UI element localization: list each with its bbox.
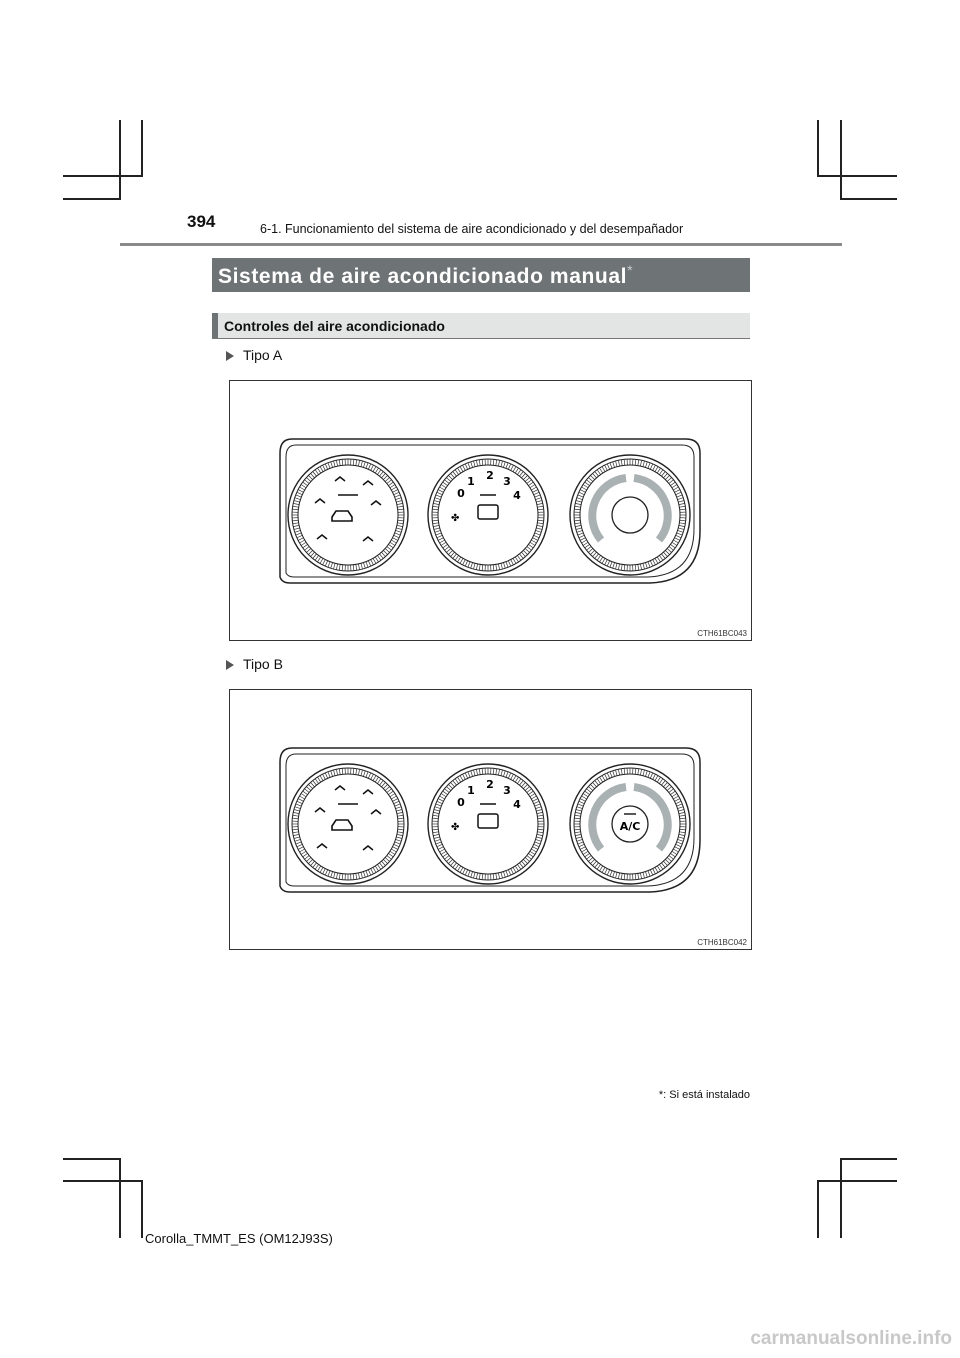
crop-mark	[840, 198, 897, 200]
fan-speed-label: 0	[457, 487, 465, 500]
crop-mark	[817, 1180, 897, 1182]
crop-mark	[840, 120, 842, 200]
control-panel-illustration	[230, 381, 751, 640]
fan-speed-label: 3	[503, 475, 511, 488]
fan-speed-label: 2	[486, 469, 494, 482]
bullet-tipo-a	[226, 347, 282, 363]
crop-mark	[817, 175, 897, 177]
mode-dial	[288, 455, 408, 575]
temperature-dial	[570, 764, 690, 884]
crop-mark	[141, 120, 143, 175]
footer-model-code: Corolla_TMMT_ES (OM12J93S)	[145, 1231, 333, 1246]
fan-speed-dial	[428, 764, 548, 884]
crop-mark	[119, 1158, 121, 1238]
asterisk-mark: *	[658, 1089, 664, 1101]
crop-mark	[840, 1158, 842, 1238]
control-panel-illustration	[230, 690, 751, 949]
page-title	[218, 262, 633, 289]
bullet-label: Tipo A	[243, 347, 283, 363]
page-number: 394	[187, 212, 216, 231]
crop-mark	[817, 120, 819, 175]
dial-face	[298, 774, 398, 874]
footnote-text: : Si está instalado	[663, 1089, 750, 1101]
fan-speed-label: 1	[467, 475, 475, 488]
figure-tipo-a	[229, 380, 752, 641]
dial-center-button	[612, 497, 648, 533]
section-header: 6-1. Funcionamiento del sistema de aire acondicionado y del desempañador	[260, 222, 684, 236]
fan-speed-label: 2	[486, 778, 494, 791]
fan-icon: ✤	[451, 822, 460, 833]
triangle-bullet-icon	[226, 660, 234, 670]
crop-mark	[63, 198, 121, 200]
crop-mark	[840, 1158, 897, 1160]
mode-dial	[288, 764, 408, 884]
ac-button-label: A/C	[619, 820, 641, 833]
asterisk-mark: *	[627, 262, 634, 278]
figure-tipo-b	[229, 689, 752, 950]
figure-code: CTH61BC043	[697, 629, 747, 638]
crop-mark	[817, 1180, 819, 1238]
bullet-label: Tipo B	[243, 656, 283, 672]
header-rule	[120, 243, 842, 246]
page-title-text: Sistema de aire acondicionado manual	[218, 265, 628, 288]
dial-face	[298, 465, 398, 565]
crop-mark	[63, 1158, 121, 1160]
crop-mark	[119, 120, 121, 200]
figure-code: CTH61BC042	[697, 938, 747, 947]
crop-mark	[63, 175, 143, 177]
triangle-bullet-icon	[226, 351, 234, 361]
fan-speed-label: 1	[467, 784, 475, 797]
subsection-accent	[212, 313, 218, 338]
fan-speed-label: 0	[457, 796, 465, 809]
temperature-dial	[570, 455, 690, 575]
footnote	[659, 1089, 750, 1101]
fan-speed-label: 4	[513, 798, 521, 811]
fan-speed-label: 3	[503, 784, 511, 797]
fan-speed-label: 4	[513, 489, 521, 502]
watermark: carmanualsonline.info	[750, 1328, 952, 1349]
fan-speed-dial	[428, 455, 548, 575]
crop-mark	[141, 1180, 143, 1238]
bullet-tipo-b	[226, 656, 283, 672]
crop-mark	[63, 1180, 143, 1182]
subsection-title: Controles del aire acondicionado	[224, 318, 445, 334]
subsection-underline	[212, 338, 750, 339]
fan-icon: ✤	[451, 513, 460, 524]
